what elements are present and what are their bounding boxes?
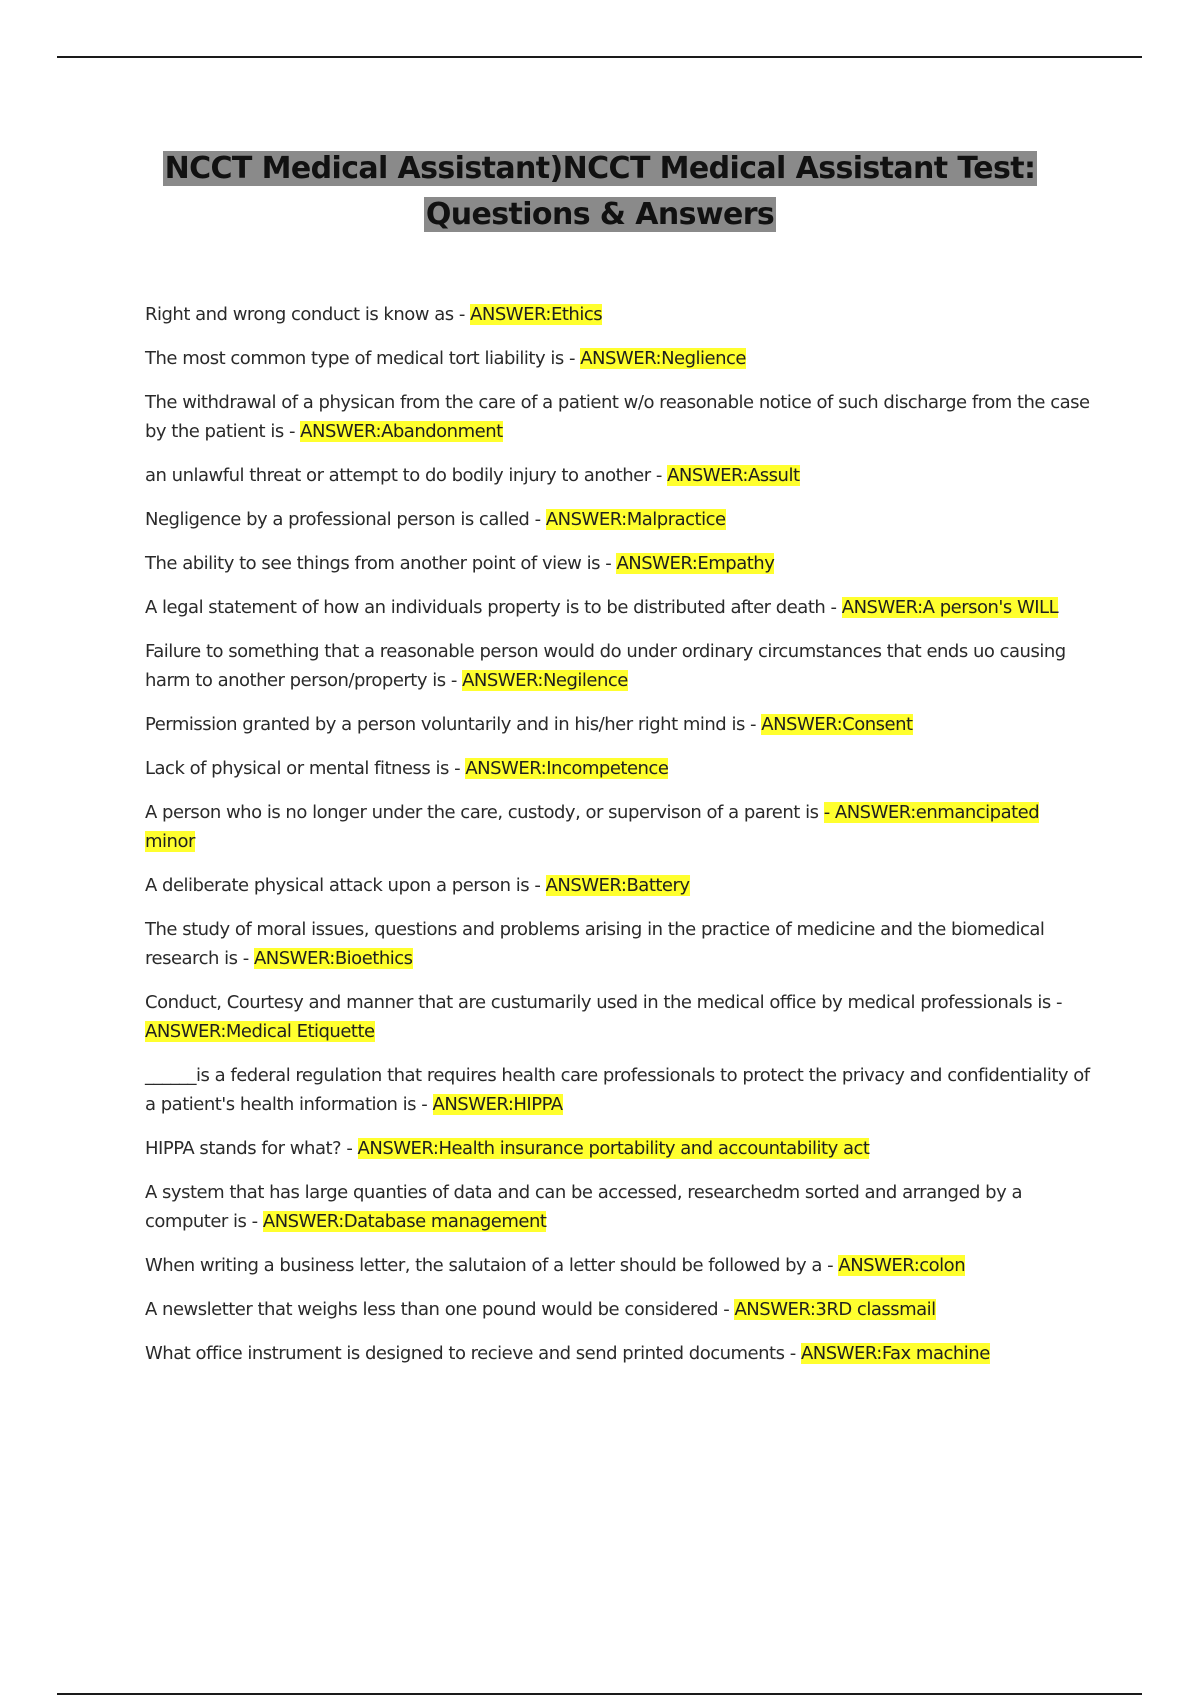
separator: - (246, 1211, 263, 1232)
answer-highlight: ANSWER:Consent (761, 714, 913, 735)
answer-highlight: ANSWER:Assult (667, 465, 800, 486)
question-text: Lack of physical or mental fitness is (145, 758, 449, 779)
separator: - (563, 348, 581, 369)
answer-highlight: ANSWER:A person's WILL (841, 597, 1059, 618)
separator: - (416, 1094, 433, 1115)
answer-highlight: ANSWER:Database management (262, 1211, 547, 1232)
question-text: Failure to something that a reasonable person would do under ordinary circumstances that ends uo causing harm to another person/property is (145, 641, 1066, 691)
answer-highlight: ANSWER:Incompetence (465, 758, 669, 779)
title-line-1: NCCT Medical Assistant)NCCT Medical Assistant Test: (164, 151, 1036, 186)
qa-item (145, 549, 1090, 578)
answer-highlight: ANSWER:3RD classmail (734, 1299, 936, 1320)
separator: - (529, 509, 546, 530)
separator: - (821, 1255, 839, 1276)
separator: - (529, 875, 546, 896)
answer-highlight: ANSWER:Neglience (580, 348, 746, 369)
title-line-2: Questions & Answers (425, 197, 775, 232)
question-text: A deliberate physical attack upon a person is (145, 875, 530, 896)
question-text: an unlawful threat or attempt to do bodily injury to another (145, 465, 651, 486)
question-text: What office instrument is designed to recieve and send printed documents (145, 1343, 785, 1364)
qa-item (145, 637, 1090, 695)
separator: - (448, 758, 466, 779)
answer-highlight: ANSWER:Negilence (462, 670, 628, 691)
answer-highlight: ANSWER:Health insurance portability and accountability act (357, 1138, 870, 1159)
answer-highlight: ANSWER:Battery (545, 875, 690, 896)
qa-item (145, 505, 1090, 534)
answer-highlight: ANSWER:Empathy (616, 553, 775, 574)
question-text: A newsletter that weighs less than one pound would be considered (145, 1299, 719, 1320)
separator: - (718, 1299, 735, 1320)
answer-highlight: ANSWER:HIPPA (432, 1094, 563, 1115)
question-text: The study of moral issues, questions and problems arising in the practice of medicine and the biomedical research is (145, 919, 1045, 969)
qa-item (145, 1061, 1090, 1119)
qa-item (145, 1339, 1090, 1368)
footer-rule (57, 1693, 1142, 1695)
separator: - (453, 304, 471, 325)
question-text: Permission granted by a person voluntarily and in his/her right mind is (145, 714, 745, 735)
question-text: Negligence by a professional person is called (145, 509, 530, 530)
question-text: A legal statement of how an individuals property is to be distributed after death (145, 597, 826, 618)
qa-item (145, 798, 1090, 856)
qa-item (145, 754, 1090, 783)
qa-item (145, 871, 1090, 900)
separator: - (650, 465, 668, 486)
separator: - (445, 670, 463, 691)
answer-highlight: - ANSWER:enmancipated minor (145, 802, 1040, 852)
question-text: When writing a business letter, the salutaion of a letter should be followed by a (145, 1255, 822, 1276)
question-text: HIPPA stands for what? (145, 1138, 342, 1159)
qa-item (145, 1178, 1090, 1236)
header-rule (57, 56, 1142, 58)
separator: - (283, 421, 301, 442)
question-text: The ability to see things from another point of view is (145, 553, 601, 574)
qa-item (145, 1134, 1090, 1163)
question-text: A person who is no longer under the care, custody, or supervison of a parent is (145, 802, 819, 823)
qa-list (145, 300, 1090, 1383)
separator: - (825, 597, 842, 618)
answer-highlight: ANSWER:Ethics (470, 304, 603, 325)
answer-highlight: ANSWER:colon (838, 1255, 966, 1276)
answer-highlight: ANSWER:Fax machine (800, 1343, 990, 1364)
question-text: The withdrawal of a physican from the care of a patient w/o reasonable notice of such discharge from the case by the patient is (145, 392, 1090, 442)
question-text: Right and wrong conduct is know as (145, 304, 454, 325)
separator: - (1050, 992, 1062, 1013)
question-text: Conduct, Courtesy and manner that are custumarily used in the medical office by medical professionals is (145, 992, 1051, 1013)
separator (818, 802, 823, 823)
separator: - (784, 1343, 801, 1364)
qa-item (145, 1251, 1090, 1280)
separator: - (237, 948, 254, 969)
answer-highlight: ANSWER:Medical Etiquette (145, 1021, 375, 1042)
answer-highlight: ANSWER:Abandonment (300, 421, 503, 442)
qa-item (145, 593, 1090, 622)
qa-item (145, 710, 1090, 739)
qa-item (145, 1295, 1090, 1324)
separator: - (341, 1138, 358, 1159)
answer-highlight: ANSWER:Bioethics (253, 948, 413, 969)
question-text: A system that has large quanties of data and can be accessed, researchedm sorted and arranged by a computer is (145, 1182, 1022, 1232)
question-text: ______is a federal regulation that requires health care professionals to protect the privacy and confidentiality of a patient's health information is (145, 1065, 1090, 1115)
answer-highlight: ANSWER:Malpractice (545, 509, 726, 530)
qa-item (145, 988, 1090, 1046)
qa-item (145, 300, 1090, 329)
separator: - (600, 553, 617, 574)
qa-item (145, 344, 1090, 373)
separator: - (744, 714, 762, 735)
qa-item (145, 461, 1090, 490)
document-title (0, 146, 1200, 238)
question-text: The most common type of medical tort liability is (145, 348, 564, 369)
qa-item (145, 388, 1090, 446)
qa-item (145, 915, 1090, 973)
